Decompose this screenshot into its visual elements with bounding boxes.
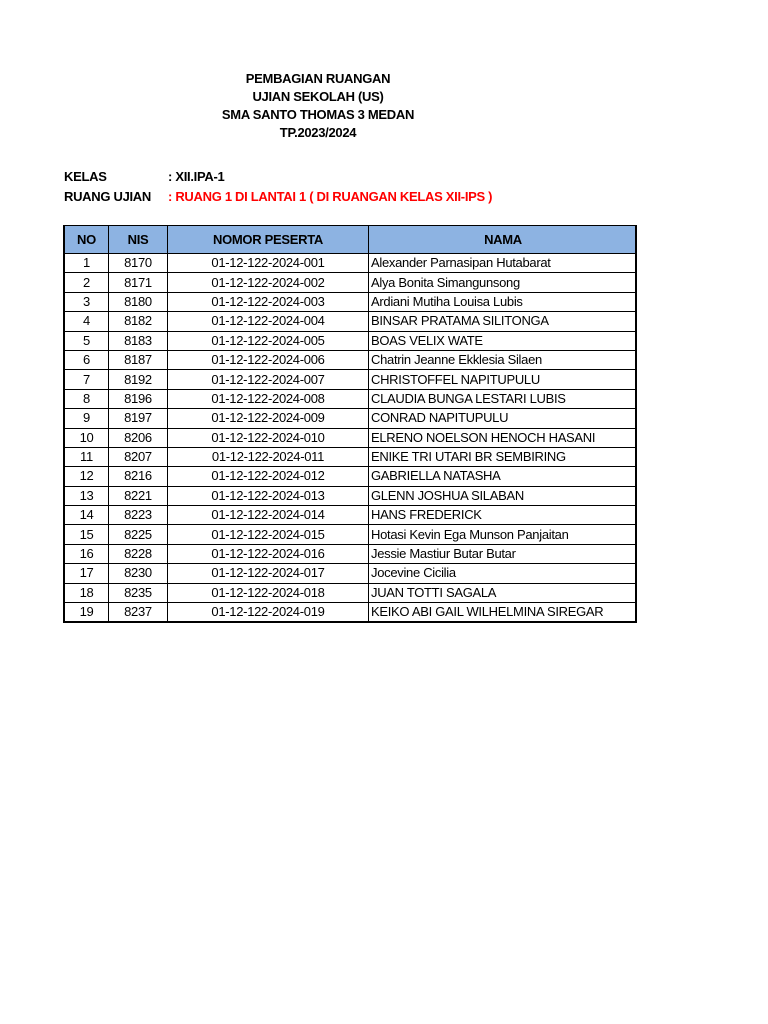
cell-nis: 8237 [109, 603, 168, 623]
cell-no: 16 [64, 544, 109, 563]
cell-nama: BINSAR PRATAMA SILITONGA [369, 312, 637, 331]
column-header-nis: NIS [109, 226, 168, 254]
column-header-no: NO [64, 226, 109, 254]
table-row [64, 273, 636, 292]
cell-nis: 8216 [109, 467, 168, 486]
cell-nis: 8187 [109, 350, 168, 369]
cell-nama: HANS FREDERICK [369, 506, 637, 525]
cell-no: 13 [64, 486, 109, 505]
cell-nis: 8228 [109, 544, 168, 563]
cell-nama: CHRISTOFFEL NAPITUPULU [369, 370, 637, 389]
cell-nis: 8223 [109, 506, 168, 525]
table-body [64, 254, 636, 623]
cell-nama: CLAUDIA BUNGA LESTARI LUBIS [369, 389, 637, 408]
cell-nis: 8183 [109, 331, 168, 350]
cell-no: 19 [64, 603, 109, 623]
document-title [0, 70, 636, 142]
cell-nomor-peserta: 01-12-122-2024-017 [168, 564, 369, 583]
table-row [64, 486, 636, 505]
cell-no: 2 [64, 273, 109, 292]
cell-nis: 8221 [109, 486, 168, 505]
title-line-3: SMA SANTO THOMAS 3 MEDAN [221, 107, 415, 122]
cell-nomor-peserta: 01-12-122-2024-015 [168, 525, 369, 544]
ruang-ujian-label: RUANG UJIAN [64, 189, 151, 204]
cell-nama: BOAS VELIX WATE [369, 331, 637, 350]
table-row [64, 564, 636, 583]
table-row [64, 312, 636, 331]
cell-no: 7 [64, 370, 109, 389]
cell-no: 8 [64, 389, 109, 408]
cell-nis: 8192 [109, 370, 168, 389]
cell-nis: 8171 [109, 273, 168, 292]
title-line-2: UJIAN SEKOLAH (US) [252, 89, 384, 104]
cell-nama: Jessie Mastiur Butar Butar [369, 544, 637, 563]
cell-nama: GABRIELLA NATASHA [369, 467, 637, 486]
cell-nomor-peserta: 01-12-122-2024-010 [168, 428, 369, 447]
cell-no: 6 [64, 350, 109, 369]
cell-no: 1 [64, 254, 109, 273]
table-row [64, 603, 636, 623]
cell-no: 12 [64, 467, 109, 486]
column-header-nomor-peserta: NOMOR PESERTA [168, 226, 369, 254]
cell-nama: Alya Bonita Simangunsong [369, 273, 637, 292]
cell-nomor-peserta: 01-12-122-2024-002 [168, 273, 369, 292]
table-row [64, 292, 636, 311]
cell-no: 10 [64, 428, 109, 447]
cell-nis: 8197 [109, 409, 168, 428]
cell-nomor-peserta: 01-12-122-2024-019 [168, 603, 369, 623]
cell-nis: 8235 [109, 583, 168, 602]
cell-nomor-peserta: 01-12-122-2024-014 [168, 506, 369, 525]
cell-nis: 8206 [109, 428, 168, 447]
cell-nomor-peserta: 01-12-122-2024-006 [168, 350, 369, 369]
cell-nama: JUAN TOTTI SAGALA [369, 583, 637, 602]
table-row [64, 409, 636, 428]
cell-nama: ELRENO NOELSON HENOCH HASANI [369, 428, 637, 447]
cell-nomor-peserta: 01-12-122-2024-007 [168, 370, 369, 389]
table-row [64, 467, 636, 486]
cell-no: 9 [64, 409, 109, 428]
table-row [64, 525, 636, 544]
cell-nama: Jocevine Cicilia [369, 564, 637, 583]
cell-nis: 8207 [109, 447, 168, 466]
cell-nama: Alexander Parnasipan Hutabarat [369, 254, 637, 273]
cell-nomor-peserta: 01-12-122-2024-011 [168, 447, 369, 466]
kelas-label: KELAS [64, 169, 107, 184]
cell-nomor-peserta: 01-12-122-2024-018 [168, 583, 369, 602]
kelas-value: : XII.IPA-1 [168, 169, 225, 184]
cell-no: 4 [64, 312, 109, 331]
cell-no: 14 [64, 506, 109, 525]
cell-no: 18 [64, 583, 109, 602]
cell-nama: GLENN JOSHUA SILABAN [369, 486, 637, 505]
cell-nomor-peserta: 01-12-122-2024-016 [168, 544, 369, 563]
title-line-1: PEMBAGIAN RUANGAN [245, 71, 391, 86]
table-row [64, 331, 636, 350]
participant-table [63, 225, 637, 623]
table-row [64, 350, 636, 369]
cell-no: 3 [64, 292, 109, 311]
cell-nomor-peserta: 01-12-122-2024-013 [168, 486, 369, 505]
ruang-ujian-value: : RUANG 1 DI LANTAI 1 ( DI RUANGAN KELAS XII-IPS ) [168, 189, 493, 204]
cell-no: 17 [64, 564, 109, 583]
cell-no: 15 [64, 525, 109, 544]
table-row [64, 389, 636, 408]
table-row [64, 544, 636, 563]
table-header-row [64, 226, 636, 254]
cell-nis: 8225 [109, 525, 168, 544]
cell-nis: 8170 [109, 254, 168, 273]
cell-nis: 8230 [109, 564, 168, 583]
cell-nama: KEIKO ABI GAIL WILHELMINA SIREGAR [369, 603, 637, 623]
cell-nama: Ardiani Mutiha Louisa Lubis [369, 292, 637, 311]
table-row [64, 254, 636, 273]
cell-no: 11 [64, 447, 109, 466]
cell-nomor-peserta: 01-12-122-2024-001 [168, 254, 369, 273]
cell-nomor-peserta: 01-12-122-2024-009 [168, 409, 369, 428]
table-row [64, 447, 636, 466]
table-row [64, 428, 636, 447]
cell-nama: CONRAD NAPITUPULU [369, 409, 637, 428]
table-row [64, 506, 636, 525]
cell-no: 5 [64, 331, 109, 350]
cell-nomor-peserta: 01-12-122-2024-004 [168, 312, 369, 331]
cell-nis: 8196 [109, 389, 168, 408]
cell-nama: ENIKE TRI UTARI BR SEMBIRING [369, 447, 637, 466]
table-row [64, 583, 636, 602]
cell-nomor-peserta: 01-12-122-2024-012 [168, 467, 369, 486]
table-row [64, 370, 636, 389]
cell-nis: 8180 [109, 292, 168, 311]
column-header-nama: NAMA [369, 226, 637, 254]
cell-nis: 8182 [109, 312, 168, 331]
cell-nama: Chatrin Jeanne Ekklesia Silaen [369, 350, 637, 369]
cell-nomor-peserta: 01-12-122-2024-003 [168, 292, 369, 311]
title-line-4: TP.2023/2024 [279, 125, 357, 140]
cell-nomor-peserta: 01-12-122-2024-008 [168, 389, 369, 408]
cell-nomor-peserta: 01-12-122-2024-005 [168, 331, 369, 350]
cell-nama: Hotasi Kevin Ega Munson Panjaitan [369, 525, 637, 544]
